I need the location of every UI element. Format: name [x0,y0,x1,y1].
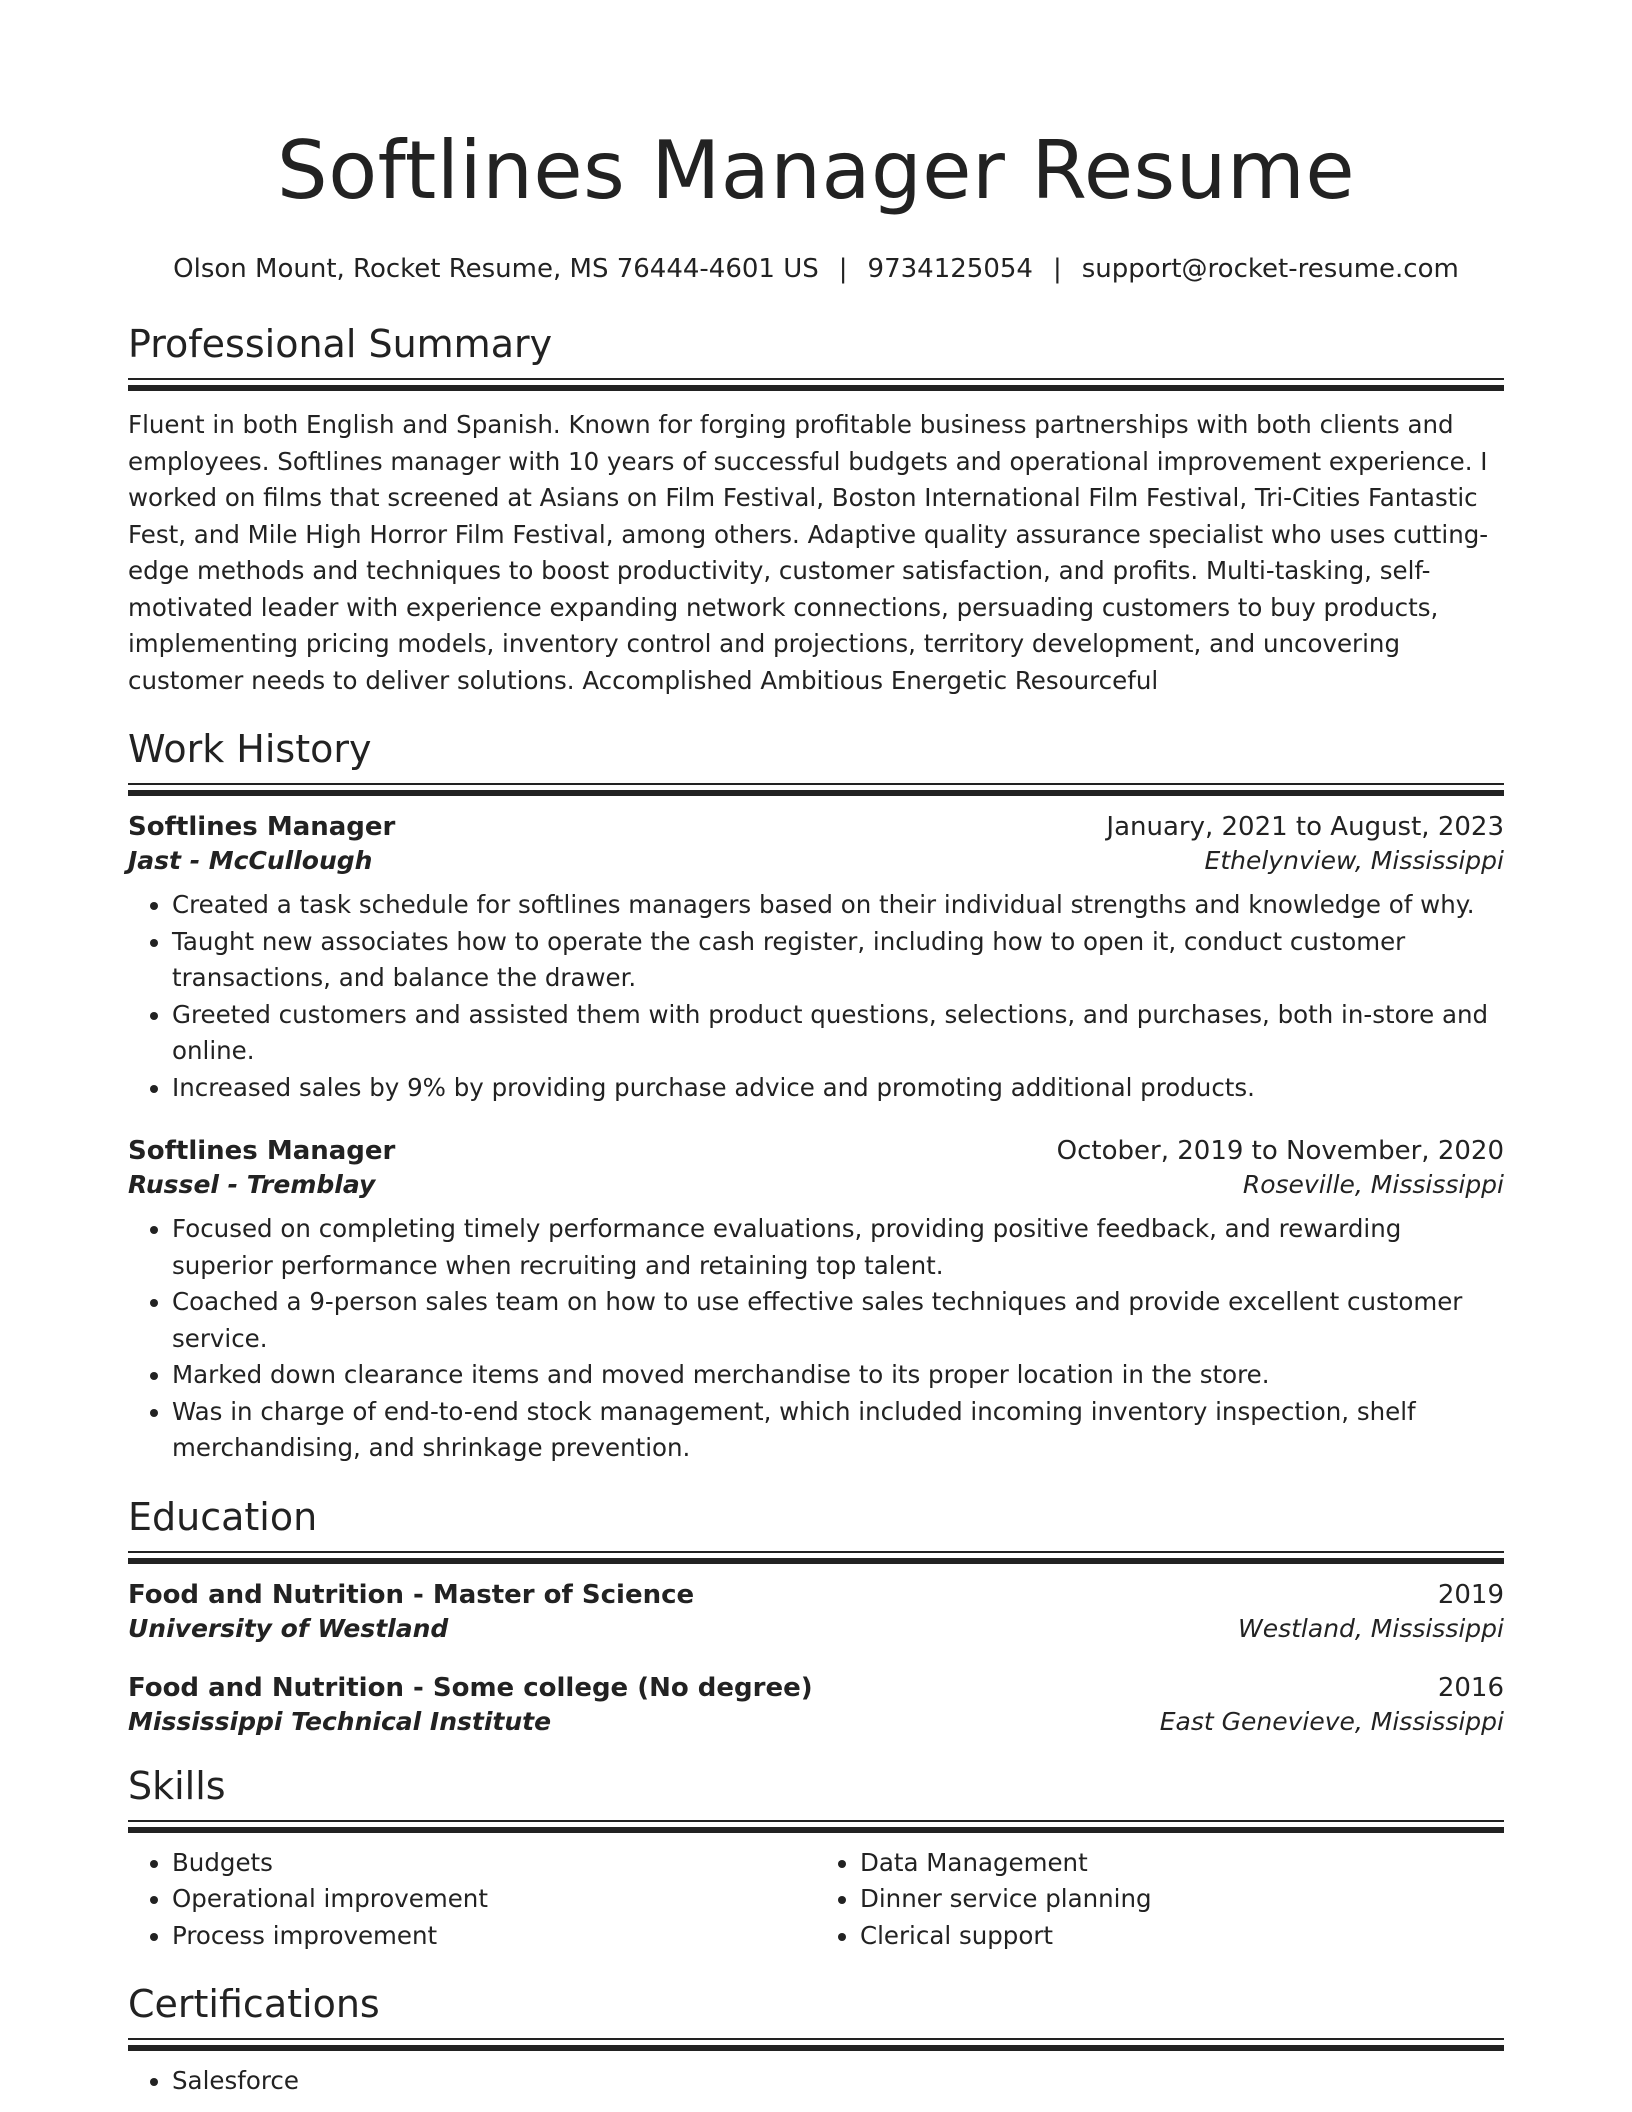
job-entry [128,812,1504,1106]
job-company: Russel - Tremblay [128,1170,376,1199]
contact-line [128,252,1504,286]
list-item: • Was in charge of end-to-end stock management, which included incoming inventory inspection, shelf merchandising, and shrinkage prevention. [172,1394,1504,1467]
education-school: Mississippi Technical Institute [128,1706,552,1736]
education-degree: Food and Nutrition - Some college (No degree) [128,1672,813,1703]
job-dates: January, 2021 to August, 2023 [1106,812,1504,842]
list-item: • Greeted customers and assisted them with product questions, selections, and purchases, both in-store and online. [172,997,1504,1070]
resume-title: Softlines Manager Resume [276,124,1356,217]
section-divider-thick [128,1558,1504,1564]
education-subheader [128,1707,1504,1736]
contact-phone: 9734125054 [867,254,1033,284]
list-item: • Clerical support [860,1918,1504,1955]
certifications-section [128,1980,1504,2100]
section-heading: Education [128,1494,318,1539]
list-item: • Created a task schedule for softlines managers based on their individual strengths and knowledge of why. [172,887,1504,924]
section-divider [128,378,1504,380]
job-title: Softlines Manager [128,812,396,842]
list-item: • Data Management [860,1845,1504,1882]
skills-grid [128,1833,1504,1955]
section-divider-thick [128,2045,1504,2051]
job-title: Softlines Manager [128,1136,396,1166]
job-subheader [128,846,1504,875]
list-item: • Taught new associates how to operate the cash register, including how to open it, conduct customer transactions, and balance the drawer. [172,924,1504,997]
contact-separator: | [1052,254,1062,284]
list-item: • Increased sales by 9% by providing purchase advice and promoting additional products. [172,1070,1504,1107]
education-year: 2016 [1437,1672,1504,1703]
job-subheader [128,1170,1504,1199]
section-heading: Professional Summary [128,322,553,366]
job-bullets [128,1211,1504,1467]
education-section [128,1493,1504,1736]
list-item: • Process improvement [172,1918,816,1955]
list-item: • Marked down clearance items and moved merchandise to its proper location in the store. [172,1357,1504,1394]
job-header [128,1136,1504,1166]
list-item: • Budgets [172,1845,816,1882]
job-location: Roseville, Mississippi [1242,1170,1504,1199]
section-divider [128,1551,1504,1553]
section-divider [128,2038,1504,2040]
job-header [128,812,1504,842]
contact-address: Olson Mount, Rocket Resume, MS 76444-4601 US [173,254,819,284]
education-location: Westland, Mississippi [1238,1613,1504,1643]
skills-column-right [816,1845,1504,1955]
education-degree: Food and Nutrition - Master of Science [128,1579,695,1610]
education-location: East Genevieve, Mississippi [1159,1706,1504,1736]
job-dates: October, 2019 to November, 2020 [1056,1136,1504,1166]
list-item: • Dinner service planning [860,1881,1504,1918]
section-divider-thick [128,385,1504,391]
contact-email[interactable]: support@rocket-resume.com [1081,254,1459,284]
work-history-section [128,725,1504,1467]
list-item: • Operational improvement [172,1881,816,1918]
section-divider [128,783,1504,785]
education-school: University of Westland [128,1613,449,1643]
education-header [128,1580,1504,1610]
section-divider [128,1820,1504,1822]
skills-column-left [128,1845,816,1955]
list-item: • Focused on completing timely performance evaluations, providing positive feedback, and rewarding superior performance when recruiting and retaining top talent. [172,1211,1504,1284]
job-entry [128,1136,1504,1467]
summary-section [128,320,1504,699]
summary-text: Fluent in both English and Spanish. Known for forging profitable business partnerships with both clients and employees. Softlines manager with 10 years of successful budgets and operational improvement experience. I worked on films that screened at Asians on Film Festival, Boston International Film Festival, Tri-Cities Fantastic Fest, and Mile High Horror Film Festival, among others. Adaptive quality assurance specialist who uses cutting-edge methods and techniques to boost productivity, customer satisfaction, and profits. Multi-tasking, self-motivated leader with experience expanding network connections, persuading customers to buy products, implementing pricing models, inventory control and projections, territory development, and uncovering customer needs to deliver solutions. Accomplished Ambitious Energetic Resourceful [128,410,1489,695]
section-heading: Skills [128,1763,226,1808]
education-year: 2019 [1437,1579,1504,1610]
section-heading: Certifications [128,1982,380,2026]
job-location: Ethelynview, Mississippi [1204,846,1504,875]
education-entry [128,1673,1504,1736]
contact-separator: | [838,254,848,284]
section-heading: Work History [128,727,372,771]
education-entry [128,1580,1504,1643]
list-item: • Coached a 9-person sales team on how to use effective sales techniques and provide excellent customer service. [172,1284,1504,1357]
job-bullets [128,887,1504,1106]
education-header [128,1673,1504,1703]
section-divider-thick [128,790,1504,796]
skills-section [128,1762,1504,1955]
certifications-list [128,2063,1504,2100]
education-subheader [128,1614,1504,1643]
job-company: Jast - McCullough [128,846,373,875]
list-item: • Salesforce [172,2063,1504,2100]
